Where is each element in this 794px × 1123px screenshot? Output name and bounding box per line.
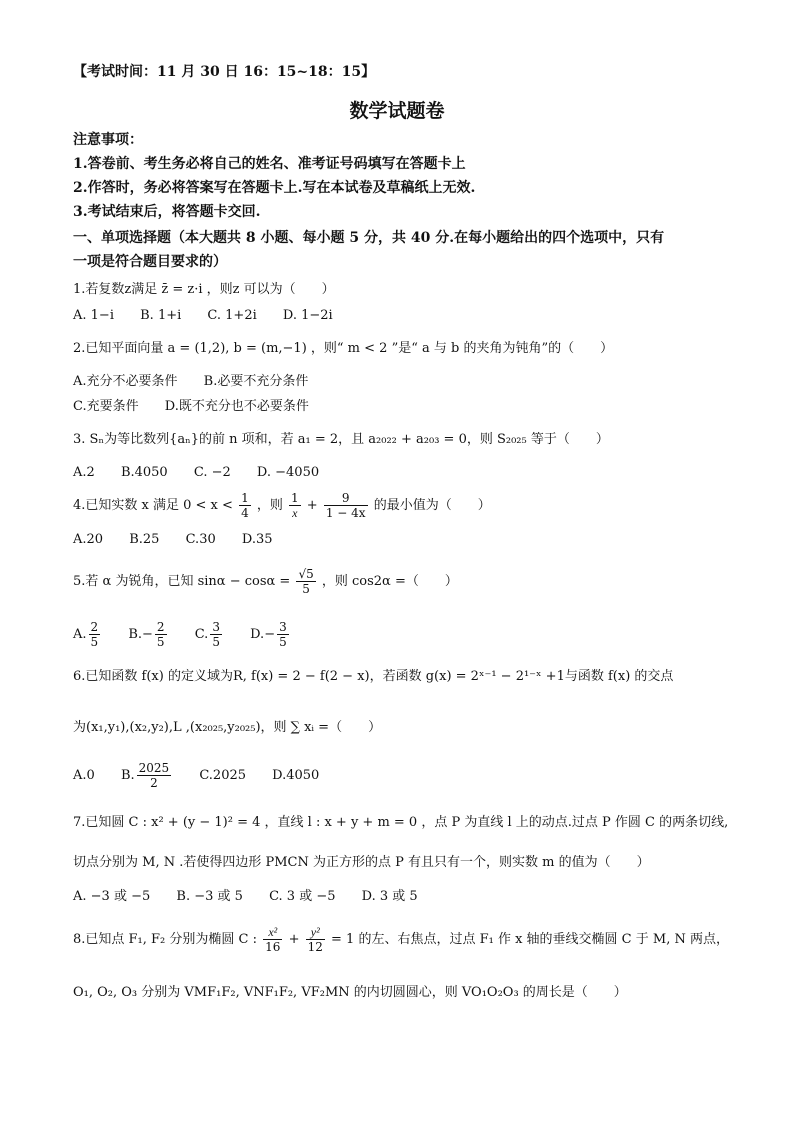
question-2-options-row1 xyxy=(73,373,724,390)
q4-text: 4.已知实数 x 满足 0 < x < xyxy=(73,498,233,513)
option-d[interactable]: D.4050 xyxy=(272,768,320,783)
option-d[interactable]: D.既不充分也不必要条件 xyxy=(164,399,309,414)
fraction xyxy=(239,491,251,520)
page-title: 数学试题卷 xyxy=(349,100,445,122)
option-d[interactable] xyxy=(250,619,291,651)
note-item: 1.答卷前、考生务必将自己的姓名、准考证号码填写在答题卡上 xyxy=(73,156,466,172)
option-c[interactable] xyxy=(195,619,224,651)
question-3: 3. Sₙ为等比数列{aₙ}的前 n 项和，若 a₁ = 2，且 a₂₀₂₂ + a₂₀₃ = 0，则 S₂₀₂₅ 等于（ ） xyxy=(73,432,609,447)
option-label: A. xyxy=(73,627,87,642)
question-3-options xyxy=(73,464,724,481)
fraction xyxy=(155,620,167,649)
numerator: √5 xyxy=(298,567,314,581)
section-heading: 一、单项选择题（本大题共 8 小题、每小题 5 分，共 40 分.在每小题给出的四个选项中，只有 xyxy=(73,230,665,246)
denominator: 16 xyxy=(265,940,281,954)
fraction xyxy=(89,620,101,649)
option-a[interactable]: A. 1−i xyxy=(73,308,114,323)
option-a[interactable]: A.2 xyxy=(73,465,95,480)
denominator: 4 xyxy=(241,506,249,520)
option-a[interactable] xyxy=(73,619,102,651)
q8-text: 8.已知点 F₁, F₂ 分别为椭圆 C : xyxy=(73,932,257,947)
question-6: 6.已知函数 f(x) 的定义域为R, f(x) = 2 − f(2 − x)，若函数 g(x) = 2ˣ⁻¹ − 2¹⁻ˣ +1与函数 f(x) 的交点 xyxy=(73,669,674,684)
option-sign: − xyxy=(142,627,153,642)
option-a[interactable]: A.充分不必要条件 xyxy=(73,374,178,389)
option-c[interactable]: C. 1+2i xyxy=(207,308,257,323)
fraction xyxy=(137,761,172,790)
plus-sign: + xyxy=(306,498,318,513)
question-7-options xyxy=(73,888,724,905)
question-7-cont: 切点分别为 M, N .若使得四边形 PMCN 为正方形的点 P 有且只有一个，则实数 m 的值为（ ） xyxy=(73,855,650,870)
question-1: 1.若复数z满足 z̄ = z·i ，则z 可以为（ ） xyxy=(73,282,335,297)
option-b[interactable]: B.4050 xyxy=(120,465,168,480)
fraction xyxy=(324,491,368,520)
option-d[interactable]: D. 1−2i xyxy=(282,308,333,323)
denominator: 1 − 4x xyxy=(325,506,366,520)
fraction xyxy=(289,491,301,520)
numerator: x² xyxy=(263,925,282,940)
option-sign: − xyxy=(264,627,276,642)
question-4 xyxy=(73,490,724,522)
option-b[interactable] xyxy=(121,760,173,792)
question-6-options xyxy=(73,760,724,792)
q5-text: 5.若 α 为锐角，已知 sinα − cosα = xyxy=(73,574,291,589)
option-label: C. xyxy=(194,627,209,642)
option-label: D. xyxy=(250,627,265,642)
question-5 xyxy=(73,566,724,598)
notes-heading: 注意事项： xyxy=(73,132,143,148)
q4-text: 的最小值为（ ） xyxy=(373,498,491,513)
exam-time: 【考试时间：11 月 30 日 16：15~18：15】 xyxy=(73,64,376,80)
numerator: 1 xyxy=(291,491,299,505)
q5-text: ，则 cos2α =（ ） xyxy=(321,574,458,589)
denominator: 12 xyxy=(307,940,323,954)
numerator: 3 xyxy=(212,620,220,634)
option-label: B. xyxy=(128,627,142,642)
fraction xyxy=(296,567,315,596)
option-c[interactable]: C. 3 或 −5 xyxy=(269,889,336,904)
denominator: 5 xyxy=(212,635,220,649)
option-b[interactable]: B. 1+i xyxy=(140,308,182,323)
option-b[interactable]: B. −3 或 5 xyxy=(176,889,243,904)
option-c[interactable]: C.充要条件 xyxy=(73,399,139,414)
denominator: 2 xyxy=(150,776,158,790)
numerator: 2 xyxy=(156,620,165,634)
option-b[interactable]: B.25 xyxy=(129,532,160,547)
denominator: 5 xyxy=(279,635,287,649)
option-d[interactable]: D.35 xyxy=(241,532,273,547)
question-6-cont: 为(x₁,y₁),(x₂,y₂),L ,(x₂₀₂₅,y₂₀₂₅)，则 ∑ xᵢ =（ ） xyxy=(73,720,382,735)
option-label: B. xyxy=(120,768,135,783)
option-a[interactable]: A.0 xyxy=(73,768,95,783)
numerator: 9 xyxy=(324,491,368,506)
question-1-options xyxy=(73,307,724,324)
fraction xyxy=(210,620,222,649)
numerator: 2025 xyxy=(138,761,170,775)
denominator: 5 xyxy=(156,635,165,649)
numerator: 3 xyxy=(279,620,287,634)
option-a[interactable]: A.20 xyxy=(73,532,104,547)
option-a[interactable]: A. −3 或 −5 xyxy=(73,889,151,904)
fraction xyxy=(306,925,325,954)
q8-text: = 1 的左、右焦点，过点 F₁ 作 x 轴的垂线交椭圆 C 于 M, N 两点， xyxy=(331,932,729,947)
fraction xyxy=(263,925,282,954)
denominator: x xyxy=(292,506,298,520)
question-8-cont: O₁, O₂, O₃ 分别为 VMF₁F₂, VNF₁F₂, VF₂MN 的内切圆圆心，则 VO₁O₂O₃ 的周长是（ ） xyxy=(73,985,627,1000)
plus-sign: + xyxy=(288,932,300,947)
denominator: 5 xyxy=(90,635,99,649)
q4-text: ，则 xyxy=(256,498,283,513)
option-b[interactable]: B.必要不充分条件 xyxy=(203,374,309,389)
question-5-options xyxy=(73,619,724,651)
option-c[interactable]: C. −2 xyxy=(193,465,231,480)
option-d[interactable]: D. 3 或 5 xyxy=(361,889,418,904)
question-2: 2.已知平面向量 a = (1,2), b = (m,−1) ，则“ m < 2 ”是“ a 与 b 的夹角为钝角”的（ ） xyxy=(73,341,614,356)
note-item: 2.作答时，务必将答案写在答题卡上.写在本试卷及草稿纸上无效. xyxy=(73,180,476,196)
section-heading-cont: 一项是符合题目要求的） xyxy=(73,254,227,270)
option-c[interactable]: C.30 xyxy=(185,532,216,547)
denominator: 5 xyxy=(302,582,310,596)
question-7: 7.已知圆 C : x² + (y − 1)² = 4 ，直线 l : x + y + m = 0 ，点 P 为直线 l 上的动点.过点 P 作圆 C 的两条切线, xyxy=(73,815,729,830)
option-d[interactable]: D. −4050 xyxy=(256,465,320,480)
question-4-options xyxy=(73,531,724,548)
question-8 xyxy=(73,924,729,956)
numerator: 1 xyxy=(241,491,249,505)
fraction xyxy=(277,620,289,649)
numerator: y² xyxy=(306,925,325,940)
option-c[interactable]: C.2025 xyxy=(199,768,247,783)
numerator: 2 xyxy=(90,620,99,634)
question-2-options-row2 xyxy=(73,398,724,415)
option-b[interactable] xyxy=(128,619,168,651)
note-item: 3.考试结束后，将答题卡交回. xyxy=(73,204,261,220)
